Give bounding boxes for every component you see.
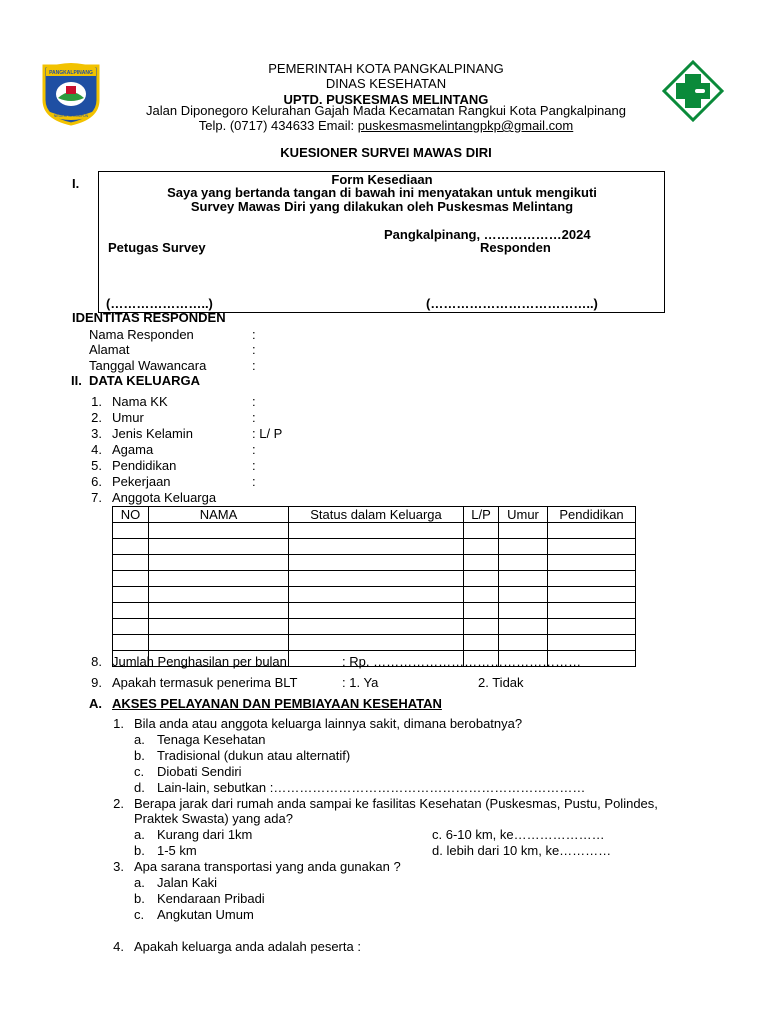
header-phone: Telp. (0717) 434633 Email: <box>198 118 358 133</box>
question-3-text: Apa sarana transportasi yang anda gunakan ? <box>134 859 401 874</box>
pangkalpinang-emblem-logo <box>40 60 102 126</box>
item-label-umur: Umur <box>112 410 144 425</box>
table-cell[interactable] <box>499 523 548 539</box>
column-header-status: Status dalam Keluarga <box>289 507 464 523</box>
table-cell[interactable] <box>149 635 289 651</box>
table-row <box>113 539 636 555</box>
header-institution: UPTD. PUSKESMAS MELINTANG <box>283 92 489 107</box>
table-row <box>113 619 636 635</box>
option-letter: a. <box>134 827 145 842</box>
option-letter: d. <box>134 780 145 795</box>
table-cell[interactable] <box>149 603 289 619</box>
question-number: 3. <box>113 859 124 874</box>
table-cell[interactable] <box>149 523 289 539</box>
table-cell[interactable] <box>289 587 464 603</box>
item-number: 4. <box>91 442 102 457</box>
q1-option-lain-lain[interactable]: Lain-lain, sebutkan :……………………………………………………………… <box>157 780 586 795</box>
table-cell[interactable] <box>149 555 289 571</box>
option-letter: a. <box>134 732 145 747</box>
section-2-numeral: II. <box>71 373 82 388</box>
q3-option-kendaraan-pribadi[interactable]: Kendaraan Pribadi <box>157 891 265 906</box>
item-number: 3. <box>91 426 102 441</box>
header-contact <box>120 118 652 134</box>
question-2-text-line-2: Praktek Swasta) yang ada? <box>134 811 293 826</box>
table-cell[interactable] <box>113 619 149 635</box>
item-number: 6. <box>91 474 102 489</box>
table-cell[interactable] <box>499 587 548 603</box>
consent-statement-2: Survey Mawas Diri yang dilakukan oleh Puskesmas Melintang <box>190 199 574 214</box>
item-label-pendidikan: Pendidikan <box>112 458 177 473</box>
table-cell[interactable] <box>113 555 149 571</box>
option-letter: c. <box>134 764 145 779</box>
option-letter: b. <box>134 748 145 763</box>
field-label-alamat: Alamat <box>89 342 130 357</box>
table-cell[interactable] <box>499 603 548 619</box>
column-header-lp: L/P <box>464 507 499 523</box>
table-cell[interactable] <box>464 571 499 587</box>
column-header-no: NO <box>113 507 149 523</box>
option-letter: c. <box>134 907 145 922</box>
item-value-nama-kk[interactable]: : <box>252 394 256 409</box>
consent-statement-1: Saya yang bertanda tangan di bawah ini menyatakan untuk mengikuti <box>167 185 597 200</box>
q1-option-tradisional[interactable]: Tradisional (dukun atau alternatif) <box>157 748 351 763</box>
field-value-nama-responden[interactable]: : <box>252 327 256 342</box>
question-number: 4. <box>113 939 124 954</box>
signature-line-officer: (…………………..) <box>106 296 213 311</box>
item-value-penghasilan[interactable]: : Rp. ………………………………………… <box>342 654 582 669</box>
table-cell[interactable] <box>289 571 464 587</box>
option-letter: a. <box>134 875 145 890</box>
signature-label-officer: Petugas Survey <box>108 240 206 255</box>
table-row <box>113 523 636 539</box>
question-number: 2. <box>113 796 124 811</box>
table-cell[interactable] <box>499 571 548 587</box>
item-value-pekerjaan[interactable]: : <box>252 474 256 489</box>
table-row <box>113 555 636 571</box>
table-cell[interactable] <box>548 603 636 619</box>
table-cell[interactable] <box>548 539 636 555</box>
table-cell[interactable] <box>113 587 149 603</box>
section-a-letter: A. <box>89 696 102 711</box>
table-header-row <box>113 507 636 523</box>
item-label-anggota-keluarga: Anggota Keluarga <box>112 490 217 505</box>
table-cell[interactable] <box>464 555 499 571</box>
table-cell[interactable] <box>289 555 464 571</box>
item-label-pekerjaan: Pekerjaan <box>112 474 171 489</box>
document-title: KUESIONER SURVEI MAWAS DIRI <box>280 145 492 160</box>
table-cell[interactable] <box>113 635 149 651</box>
signature-line-respondent: (………………………………..) <box>426 296 598 311</box>
item-value-jenis-kelamin[interactable]: : L/ P <box>252 426 283 441</box>
table-cell[interactable] <box>149 587 289 603</box>
table-cell[interactable] <box>289 635 464 651</box>
q1-option-tenaga-kesehatan[interactable]: Tenaga Kesehatan <box>157 732 266 747</box>
blt-option-tidak[interactable]: 2. Tidak <box>478 675 524 690</box>
field-value-alamat[interactable]: : <box>252 342 256 357</box>
table-row <box>113 603 636 619</box>
q2-option-lebih-10km[interactable]: d. lebih dari 10 km, ke………… <box>432 843 612 858</box>
section-2-heading: DATA KELUARGA <box>89 373 200 388</box>
item-number: 8. <box>91 654 102 669</box>
item-label-penghasilan: Jumlah Penghasilan per bulan <box>112 654 287 669</box>
column-header-pendidikan: Pendidikan <box>548 507 636 523</box>
section-1-numeral: I. <box>72 176 80 191</box>
item-value-umur[interactable]: : <box>252 410 256 425</box>
item-number: 7. <box>91 490 102 505</box>
table-cell[interactable] <box>113 603 149 619</box>
table-cell[interactable] <box>464 523 499 539</box>
q3-option-angkutan-umum[interactable]: Angkutan Umum <box>157 907 254 922</box>
table-cell[interactable] <box>149 571 289 587</box>
health-cross-logo <box>662 60 724 122</box>
field-value-tanggal-wawancara[interactable]: : <box>252 358 256 373</box>
table-cell[interactable] <box>289 539 464 555</box>
table-cell[interactable] <box>499 635 548 651</box>
table-row <box>113 635 636 651</box>
field-label-nama-responden: Nama Responden <box>89 327 194 342</box>
question-2-text-line-1: Berapa jarak dari rumah anda sampai ke fasilitas Kesehatan (Puskesmas, Pustu, Polindes, <box>134 796 658 811</box>
table-cell[interactable] <box>548 619 636 635</box>
table-cell[interactable] <box>464 635 499 651</box>
item-number: 2. <box>91 410 102 425</box>
table-cell[interactable] <box>113 571 149 587</box>
table-cell[interactable] <box>499 555 548 571</box>
svg-text:NEGERI SERUMPUN: NEGERI SERUMPUN <box>53 114 89 118</box>
item-label-jenis-kelamin: Jenis Kelamin <box>112 426 193 441</box>
table-cell[interactable] <box>113 539 149 555</box>
header-address: Jalan Diponegoro Kelurahan Gajah Mada Kecamatan Rangkui Kota Pangkalpinang <box>146 103 626 118</box>
table-cell[interactable] <box>548 523 636 539</box>
item-label-nama-kk: Nama KK <box>112 394 168 409</box>
table-row <box>113 571 636 587</box>
q2-option-kurang-1km[interactable]: Kurang dari 1km <box>157 827 253 842</box>
table-cell[interactable] <box>548 571 636 587</box>
item-number: 5. <box>91 458 102 473</box>
q1-option-diobati-sendiri[interactable]: Diobati Sendiri <box>157 764 242 779</box>
consent-form-title: Form Kesediaan <box>331 172 433 187</box>
table-cell[interactable] <box>113 523 149 539</box>
table-cell[interactable] <box>464 587 499 603</box>
blt-option-ya[interactable]: : 1. Ya <box>342 675 379 690</box>
item-label-blt: Apakah termasuk penerima BLT <box>112 675 298 690</box>
field-label-tanggal-wawancara: Tanggal Wawancara <box>89 358 207 373</box>
table-cell[interactable] <box>149 539 289 555</box>
table-cell[interactable] <box>464 619 499 635</box>
svg-text:PANGKALPINANG: PANGKALPINANG <box>49 70 93 76</box>
header-email-link[interactable]: puskesmasmelintangpkp@gmail.com <box>357 118 574 133</box>
item-value-agama[interactable]: : <box>252 442 256 457</box>
header-government: PEMERINTAH KOTA PANGKALPINANG <box>268 61 504 76</box>
table-cell[interactable] <box>499 619 548 635</box>
item-label-agama: Agama <box>112 442 154 457</box>
q2-option-1-5km[interactable]: 1-5 km <box>157 843 197 858</box>
header-department: DINAS KESEHATAN <box>325 76 447 91</box>
q2-option-6-10km[interactable]: c. 6-10 km, ke………………… <box>432 827 605 842</box>
family-members-table <box>112 506 636 667</box>
table-cell[interactable] <box>149 619 289 635</box>
table-row <box>113 587 636 603</box>
column-header-nama: NAMA <box>149 507 289 523</box>
table-cell[interactable] <box>464 603 499 619</box>
question-4-text: Apakah keluarga anda adalah peserta : <box>134 939 361 954</box>
section-a-heading: AKSES PELAYANAN DAN PEMBIAYAAN KESEHATAN <box>112 696 442 711</box>
item-number: 1. <box>91 394 102 409</box>
signature-label-respondent: Responden <box>480 240 551 255</box>
identitas-heading: IDENTITAS RESPONDEN <box>72 310 226 325</box>
table-cell[interactable] <box>289 619 464 635</box>
table-cell[interactable] <box>464 539 499 555</box>
question-number: 1. <box>113 716 124 731</box>
item-value-pendidikan[interactable]: : <box>252 458 256 473</box>
column-header-umur: Umur <box>499 507 548 523</box>
table-cell[interactable] <box>289 523 464 539</box>
item-number: 9. <box>91 675 102 690</box>
table-cell[interactable] <box>289 603 464 619</box>
table-cell[interactable] <box>548 587 636 603</box>
table-cell[interactable] <box>548 635 636 651</box>
question-1-text: Bila anda atau anggota keluarga lainnya sakit, dimana berobatnya? <box>134 716 523 731</box>
option-letter: b. <box>134 891 145 906</box>
consent-place-date: Pangkalpinang, ………………2024 <box>384 227 591 242</box>
table-cell[interactable] <box>499 539 548 555</box>
option-letter: b. <box>134 843 145 858</box>
q3-option-jalan-kaki[interactable]: Jalan Kaki <box>157 875 217 890</box>
table-cell[interactable] <box>548 555 636 571</box>
